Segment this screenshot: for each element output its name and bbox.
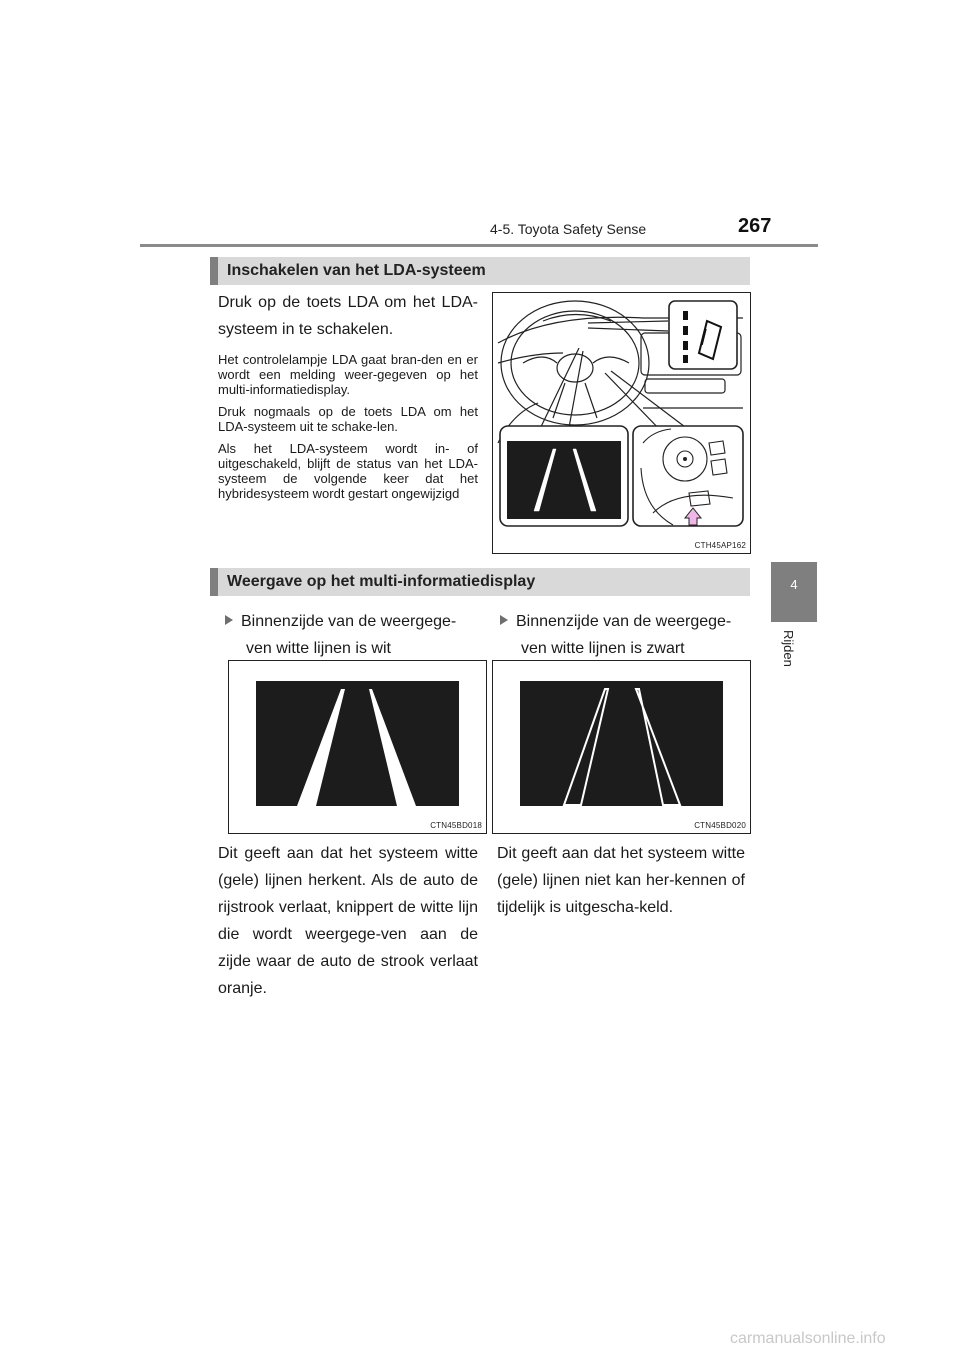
bullet-black-inner — [500, 608, 760, 662]
instruction-text: Druk op de toets LDA om het LDA-systeem in te schakelen. — [218, 294, 478, 338]
note-2: Druk nogmaals op de toets LDA om het LDA-systeem uit te schake-len. — [218, 404, 478, 434]
header-section-title: 4-5. Toyota Safety Sense — [490, 221, 647, 237]
bullet-text: Binnenzijde van de weergege- — [241, 613, 457, 630]
watermark: carmanualsonline.info — [730, 1330, 886, 1347]
bullet-text: ven witte lijnen is zwart — [521, 640, 685, 657]
section1-text — [218, 289, 478, 501]
section-title: Inschakelen van het LDA-systeem — [227, 262, 486, 279]
display-outline-lines-figure — [492, 660, 751, 834]
note-1: Het controlelampje LDA gaat bran-den en er wordt een melding weer-gegeven op het multi-informatiedisplay. — [218, 352, 478, 397]
chapter-number: 4 — [790, 577, 798, 592]
figure-code: CTN45BD018 — [430, 821, 482, 830]
bullet-text: Binnenzijde van de weergege- — [516, 613, 732, 630]
page-number: 267 — [738, 215, 772, 237]
figure-code: CTH45AP162 — [694, 541, 746, 550]
display-outline-lines — [493, 661, 750, 833]
figure-code: CTN45BD020 — [694, 821, 746, 830]
chapter-label: Rijden — [781, 630, 796, 667]
dashboard-illustration — [492, 292, 751, 554]
description-white-inner: Dit geeft aan dat het systeem witte (gele) lijnen herkent. Als de auto de rijstrook verlaat, knippert de witte lijn die wordt weergege-ven aan de zijde waar de auto de strook verlaat oranje. — [218, 845, 478, 997]
section-heading-display — [210, 568, 750, 596]
display-white-lines — [229, 661, 486, 833]
bullet-triangle-icon — [500, 615, 508, 625]
note-3: Als het LDA-systeem wordt in- of uitgeschakeld, blijft de status van het LDA-systeem de volgende keer dat het hybridesysteem wordt gestart ongewijzigd — [218, 441, 478, 501]
display-white-lines-figure — [228, 660, 487, 834]
dashboard-drawing — [493, 293, 750, 553]
chapter-tab — [771, 562, 817, 622]
bullet-triangle-icon — [225, 615, 233, 625]
header-divider — [140, 244, 818, 247]
description-black-inner: Dit geeft aan dat het systeem witte (gele) lijnen niet kan her-kennen of tijdelijk is uitgescha-keld. — [497, 845, 745, 916]
section-heading-lda-enable — [210, 257, 750, 285]
section-title: Weergave op het multi-informatiedisplay — [227, 573, 536, 590]
bullet-text: ven witte lijnen is wit — [246, 640, 391, 657]
bullet-white-inner — [225, 608, 485, 662]
